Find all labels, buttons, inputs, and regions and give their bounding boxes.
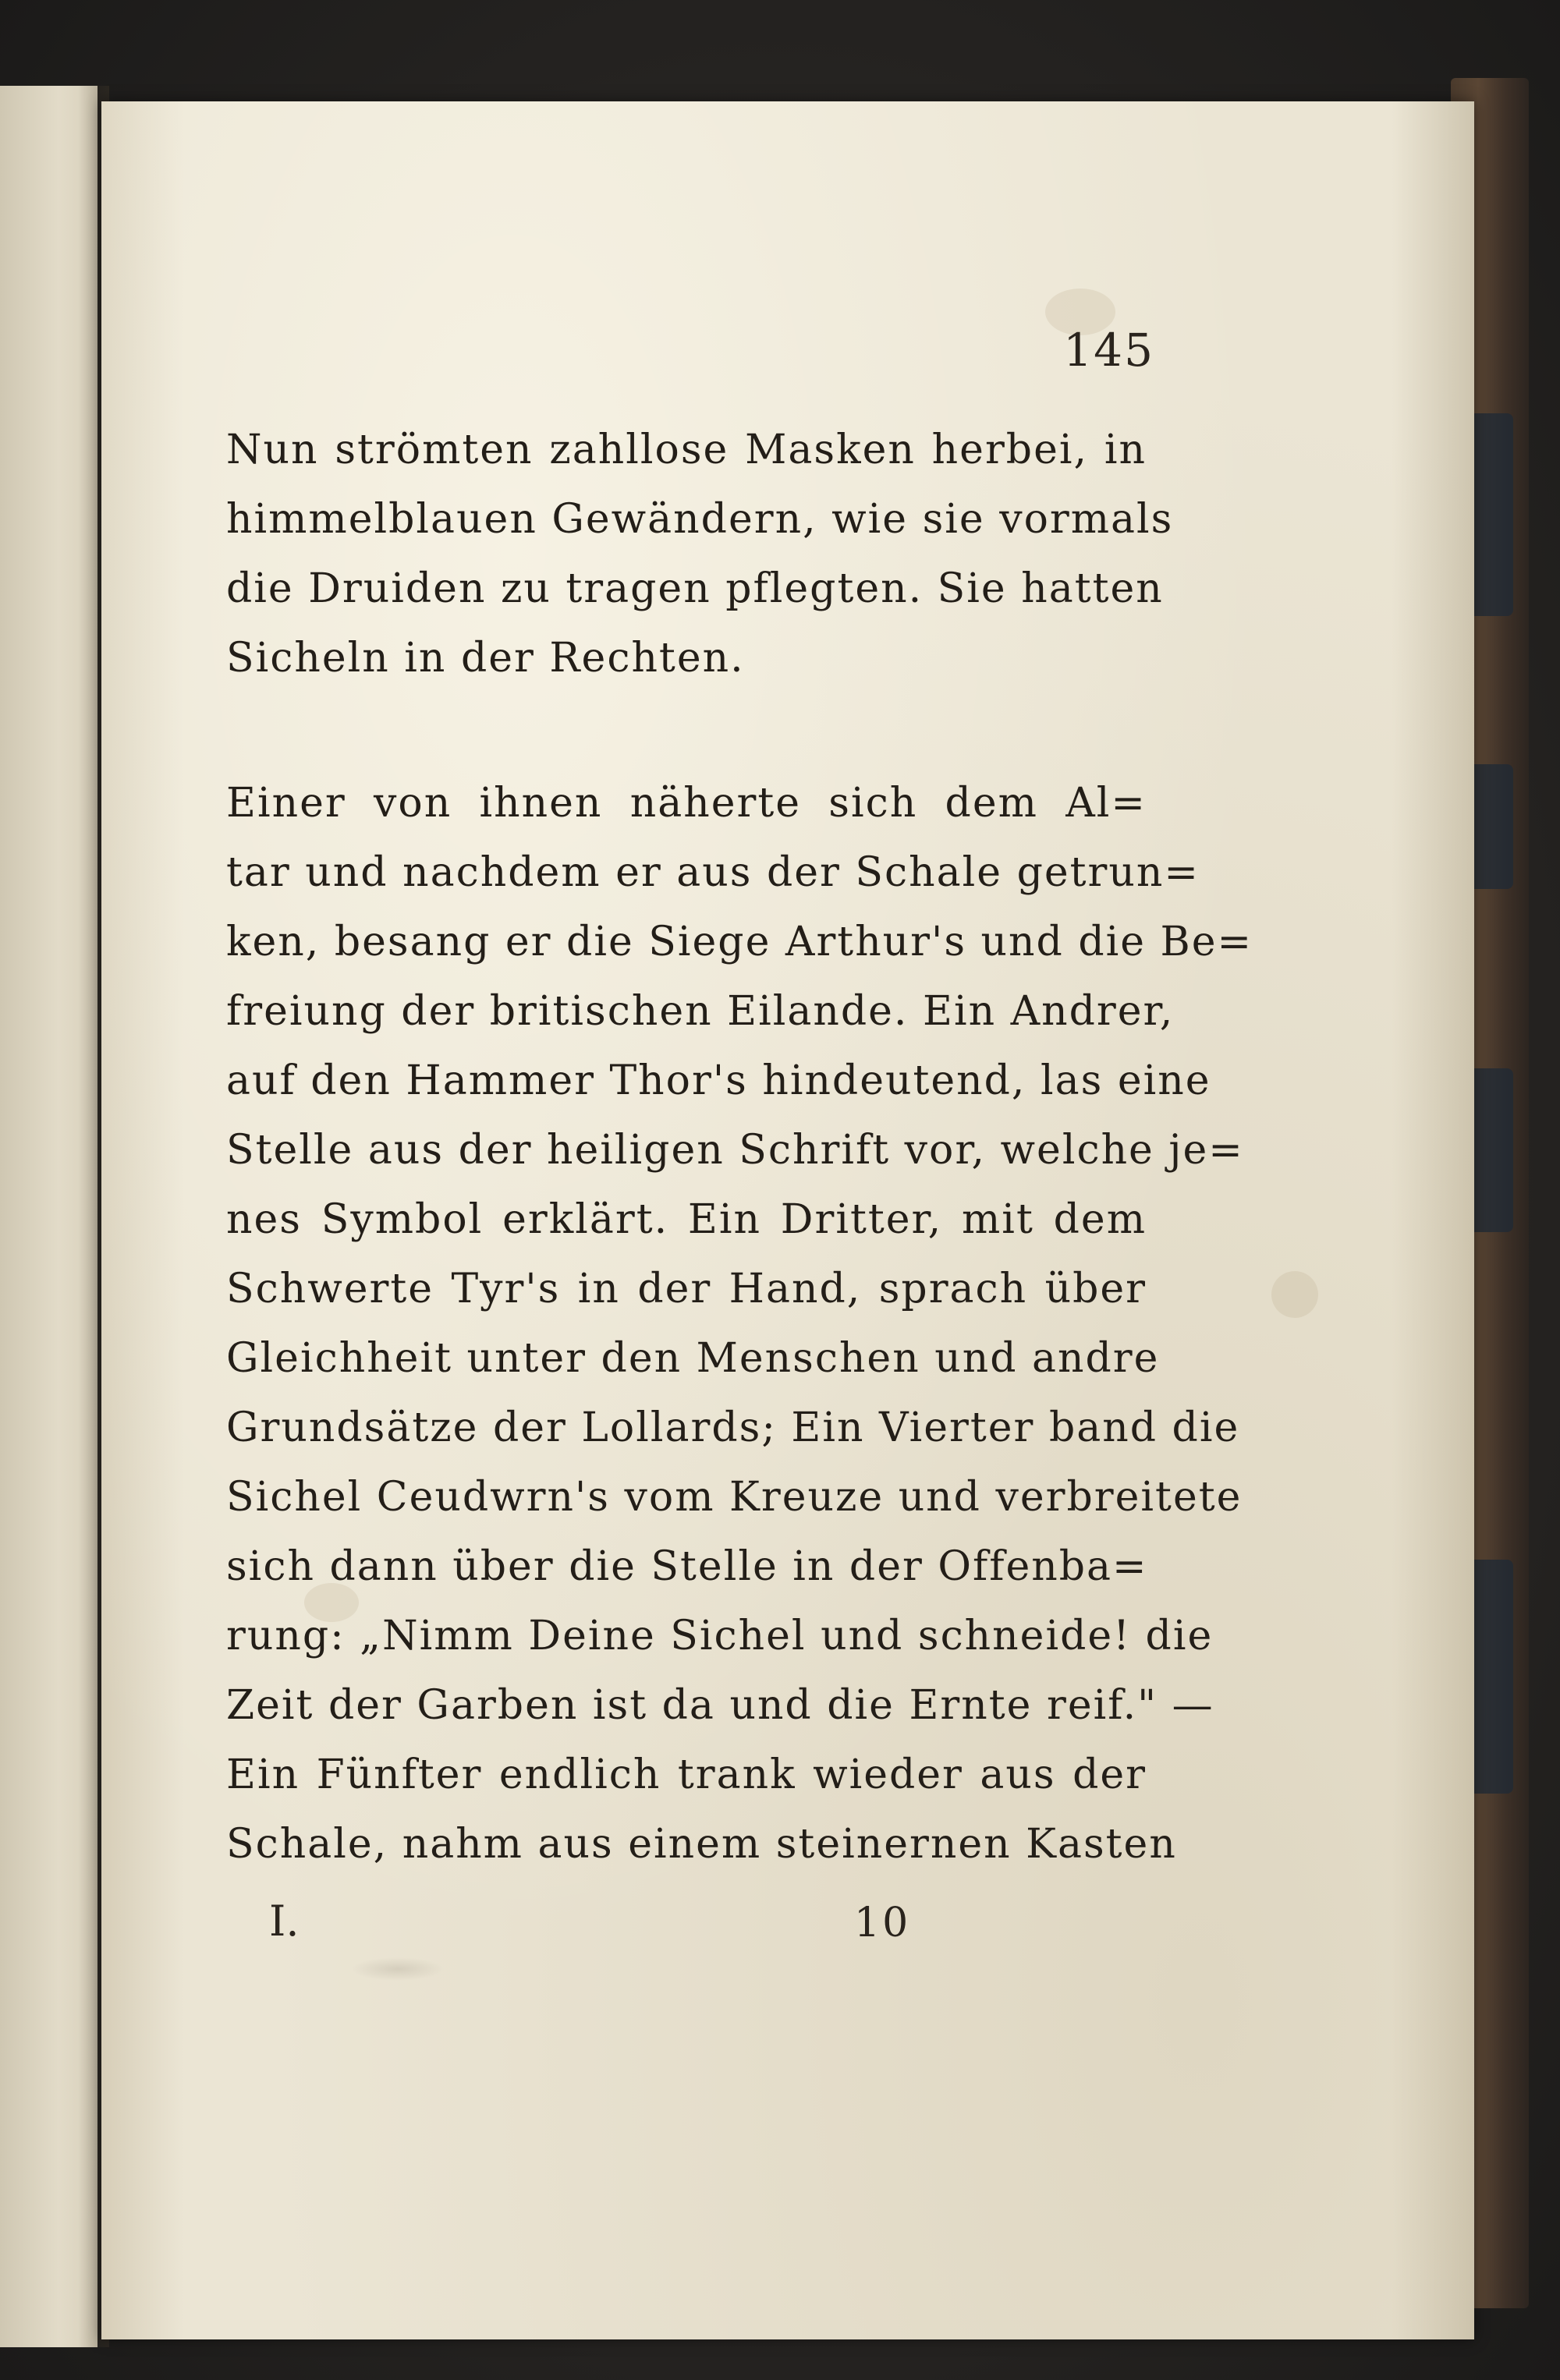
text-line: auf den Hammer Thor's hindeutend, las eine (226, 1057, 1211, 1104)
text-line: ken, besang er die Siege Arthur's und die Be= (226, 919, 1253, 965)
text-line: Zeit der Garben ist da und die Ernte reif." — (226, 1682, 1214, 1729)
gathering-number: 10 (854, 1900, 911, 1946)
page-number: 145 (1063, 324, 1154, 377)
text-line: Einer von ihnen näherte sich dem Al= (226, 780, 1147, 827)
text-line: Sicheln in der Rechten. (226, 635, 745, 682)
text-line: Schwerte Tyr's in der Hand, sprach über (226, 1266, 1147, 1312)
text-line: die Druiden zu tragen pflegten. Sie hatten (226, 565, 1164, 612)
paragraph-2 (226, 769, 1253, 1879)
text-line: himmelblauen Gewändern, wie sie vormals (226, 496, 1174, 543)
text-line: Nun strömten zahllose Masken herbei, in (226, 427, 1147, 473)
text-line: freiung der britischen Eilande. Ein Andrer, (226, 988, 1175, 1035)
ink-bleed-mark (351, 1957, 445, 1981)
text-line: Stelle aus der heiligen Schrift vor, welche je= (226, 1127, 1244, 1174)
text-line: nes Symbol erklärt. Ein Dritter, mit dem (226, 1196, 1147, 1243)
text-line: Ein Fünfter endlich trank wieder aus der (226, 1751, 1147, 1798)
paper-stain (1271, 1271, 1318, 1318)
paragraph-1 (226, 416, 1174, 693)
text-line: tar und nachdem er aus der Schale getrun= (226, 849, 1200, 896)
text-line: Gleichheit unter den Menschen und andre (226, 1335, 1160, 1382)
signature-mark: I. (269, 1897, 300, 1946)
text-line: sich dann über die Stelle in der Offenba= (226, 1543, 1148, 1590)
text-line: Schale, nahm aus einem steinernen Kasten (226, 1821, 1177, 1868)
text-line: Grundsätze der Lollards; Ein Vierter band die (226, 1404, 1240, 1451)
text-line: rung: „Nimm Deine Sichel und schneide! die (226, 1613, 1214, 1659)
text-line: Sichel Ceudwrn's vom Kreuze und verbreitete (226, 1474, 1243, 1521)
